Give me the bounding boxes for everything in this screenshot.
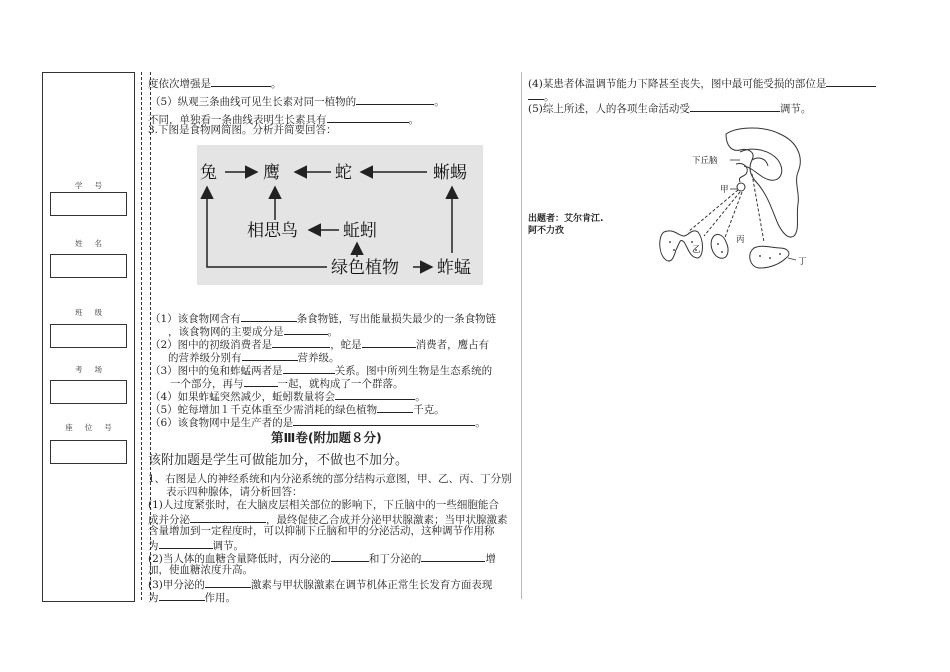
node-eagle: 鹰	[263, 163, 280, 183]
student-id-field[interactable]	[50, 192, 127, 216]
exam-room-field[interactable]	[50, 380, 127, 404]
answer-blank[interactable]	[293, 415, 475, 426]
fw-question-3: （3）图中的兔和蚱蜢两者是 关系。图中所列生物是生态系统的	[150, 365, 493, 377]
bonus-line-8: 加，使血糖浓度升高。	[148, 564, 253, 576]
growth-question-line: 度依次增强是 。	[148, 78, 282, 90]
bonus-line-5: 含量增加到一定程度时，可以抑制下丘脑和甲的分泌活动，这种调节作用称	[148, 525, 495, 537]
right-question-4: (4)某患者体温调节能力下降甚至丧失，图中最可能受损的部位是	[528, 76, 876, 91]
answer-blank[interactable]	[335, 389, 415, 400]
author-line-1: 出题者：艾尔肯江.	[528, 214, 604, 224]
column-divider	[521, 72, 522, 599]
answer-blank[interactable]	[283, 363, 335, 374]
fw-question-2b: 的营养级分别有 营养级。	[168, 352, 340, 364]
author-line-2: 阿不力孜	[528, 226, 565, 236]
section-3-title: 第Ⅲ卷(附加题８分)	[271, 430, 382, 445]
fw-question-3b: 一个部分，再与 一起，就构成了一个群落。	[170, 378, 404, 390]
bonus-line-2: 表示四种腺体，请分析回答：	[166, 486, 303, 498]
answer-blank[interactable]	[356, 94, 434, 105]
node-grasshopper: 蚱蜢	[437, 258, 471, 278]
bonus-line-3: (1)人过度紧张时，在大脑皮层相关部位的影响下，下丘脑中的一些细胞能合	[148, 499, 499, 511]
answer-blank[interactable]	[826, 76, 876, 87]
question-5: （5）纵观三条曲线可见生长素对同一植物的 。	[150, 96, 445, 108]
answer-blank[interactable]	[244, 376, 278, 387]
fw-question-2: （2）图中的初级消费者是 ，蛇是 消费者，鹰占有	[150, 339, 490, 351]
bonus-line-10: 为 作用。	[148, 592, 236, 604]
bonus-line-4: 成并分泌 ，最终促使乙合成并分泌甲状腺激素；当甲状腺激素	[148, 514, 508, 526]
endocrine-diagram	[640, 124, 825, 274]
seat-number-field[interactable]	[50, 440, 127, 464]
node-plant: 绿色植物	[331, 258, 399, 278]
name-field[interactable]	[50, 254, 127, 278]
question-3-intro: 3.下图是食物网简图。分析并简要回答：	[148, 124, 337, 136]
label-hypothalamus: 下丘脑	[692, 156, 718, 166]
node-earthworm: 蚯蚓	[343, 221, 377, 241]
answer-blank[interactable]	[528, 89, 544, 100]
bonus-line-1: 1、右图是人的神经系统和内分泌系统的部分结构示意图，甲、乙、丙、丁分别	[148, 473, 512, 485]
fw-question-4: （4）如果蚱蜢突然减少，蚯蚓数量将会 。	[150, 391, 426, 403]
class-field[interactable]	[50, 324, 127, 348]
question-5b: 不同，单独看一条曲线表明生长素具有 。	[148, 114, 419, 126]
answer-blank[interactable]	[327, 112, 409, 123]
binding-panel	[42, 72, 135, 602]
label-bing: 丙	[736, 235, 745, 245]
right-question-4-end: 。	[528, 89, 555, 104]
answer-blank[interactable]	[205, 577, 251, 588]
answer-blank[interactable]	[242, 350, 298, 361]
class-label: 班级	[75, 308, 114, 317]
node-bird: 相思鸟	[247, 221, 298, 241]
node-snake: 蛇	[335, 163, 352, 183]
answer-blank[interactable]	[211, 76, 271, 87]
label-ding: 丁	[798, 257, 807, 267]
bonus-note: 该附加题是学生可做能加分，不做也不加分。	[148, 453, 409, 468]
answer-blank[interactable]	[284, 324, 328, 335]
fw-question-1b: ，该食物网的主要成分是 。	[168, 326, 338, 338]
food-web-diagram	[197, 145, 483, 285]
bonus-line-9: (3)甲分泌的 激素与甲状腺激素在调节机体正常生长发育方面表现	[148, 579, 493, 591]
fw-question-1: （1）该食物网含有 条食物链，写出能量损失最少的一条食物链	[150, 313, 497, 325]
name-label: 姓名	[75, 239, 114, 248]
node-rabbit: 兔	[200, 163, 217, 183]
answer-blank[interactable]	[272, 337, 330, 348]
student-id-label: 学号	[75, 181, 114, 190]
fw-question-6: （6）该食物网中是生产者的是 。	[150, 417, 486, 429]
seat-number-label: 座位号	[65, 423, 124, 432]
answer-blank[interactable]	[690, 101, 780, 112]
fw-question-5: （5）蛇每增加１千克体重至少需消耗的绿色植物 千克。	[150, 404, 445, 416]
answer-blank[interactable]	[241, 311, 297, 322]
answer-blank[interactable]	[377, 402, 413, 413]
answer-blank[interactable]	[159, 538, 213, 549]
node-lizard: 蜥蜴	[433, 163, 467, 183]
bonus-line-6: 为 调节。	[148, 540, 244, 552]
answer-blank[interactable]	[421, 551, 485, 562]
label-yi: 乙	[692, 245, 701, 255]
answer-blank[interactable]	[159, 590, 205, 601]
right-question-5: (5)综上所述，人的各项生命活动受 调节。	[528, 103, 812, 115]
bonus-line-7: (2)当人体的血糖含量降低时，丙分泌的 和丁分泌的 增	[148, 553, 496, 565]
label-jia: 甲	[720, 185, 729, 195]
answer-blank[interactable]	[331, 551, 369, 562]
exam-room-label: 考场	[75, 365, 114, 374]
answer-blank[interactable]	[190, 512, 266, 523]
answer-blank[interactable]	[362, 337, 416, 348]
